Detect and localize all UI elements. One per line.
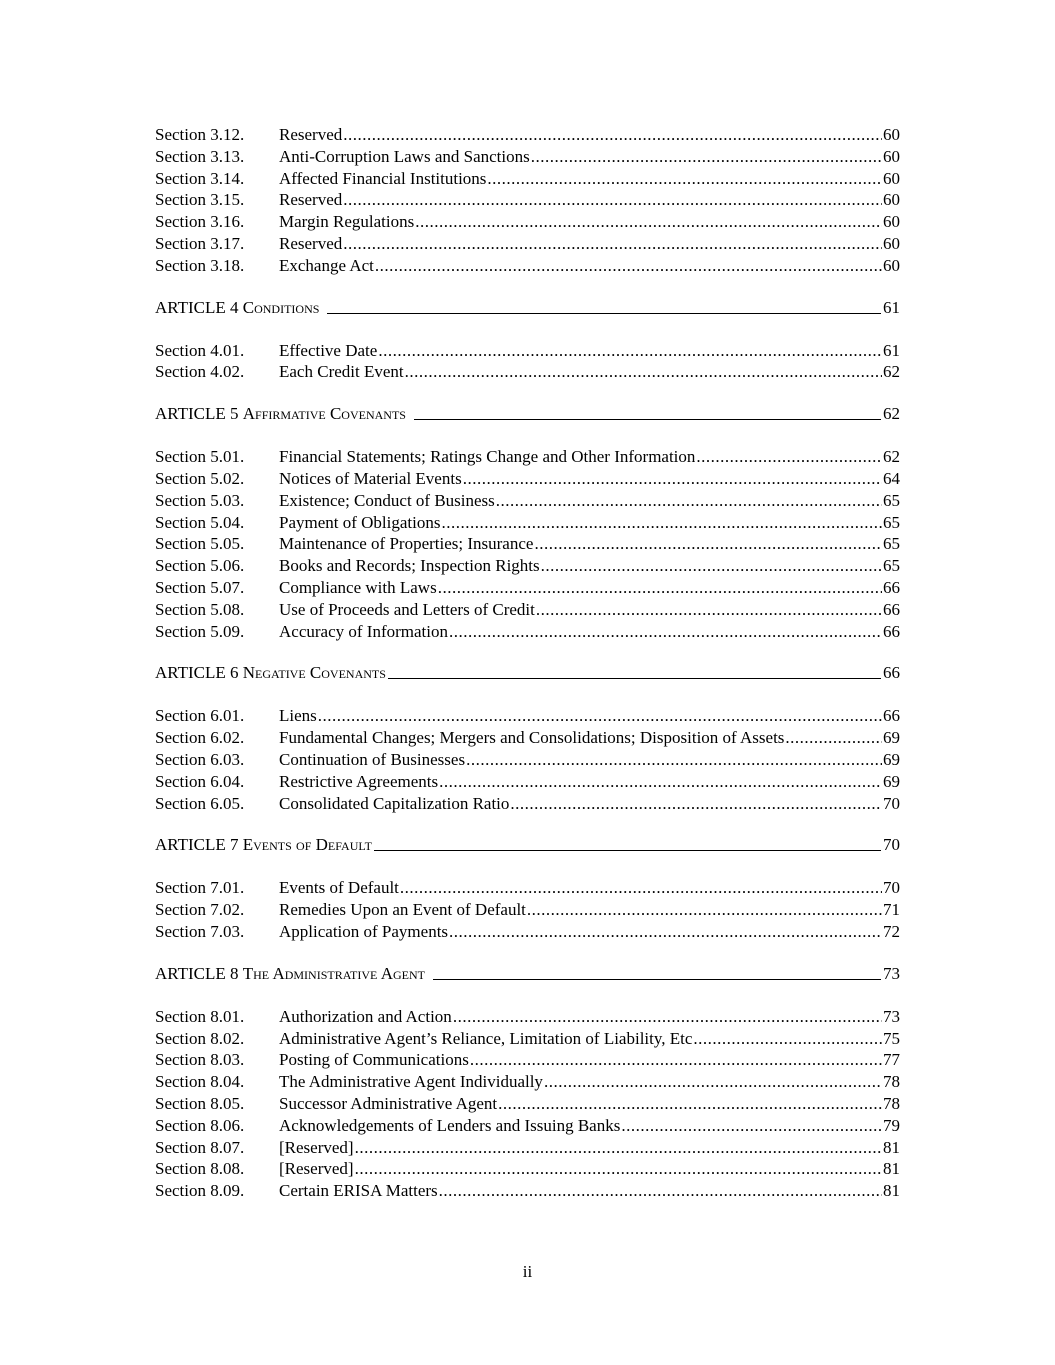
article-heading[interactable] (155, 297, 900, 319)
page-number: 61 (883, 297, 900, 317)
section-title: Use of Proceeds and Letters of Credit (279, 599, 535, 619)
page-number: 72 (883, 921, 900, 941)
page-number: 73 (883, 963, 900, 983)
toc-entry[interactable] (155, 921, 900, 943)
toc-entry[interactable] (155, 555, 900, 577)
dot-leader (510, 793, 882, 815)
dot-leader (441, 512, 882, 534)
toc-entry[interactable] (155, 577, 900, 599)
dot-leader (355, 1158, 882, 1180)
page-number: 65 (883, 556, 900, 576)
article-heading[interactable] (155, 403, 900, 425)
page-number: 62 (883, 404, 900, 424)
toc-entry[interactable] (155, 899, 900, 921)
toc-entry[interactable] (155, 1115, 900, 1137)
section-number: Section 5.08. (155, 599, 245, 619)
toc-entry[interactable] (155, 749, 900, 771)
page-number: 66 (883, 706, 900, 726)
page-number: 73 (883, 1006, 900, 1026)
section-title: Payment of Obligations (279, 512, 441, 532)
section-title: Reserved (279, 125, 343, 144)
toc-entry[interactable] (155, 512, 900, 534)
page-number: 77 (883, 1050, 900, 1070)
dot-leader (696, 446, 882, 468)
section-number: Section 3.18. (155, 255, 245, 275)
page-number: 66 (883, 663, 900, 683)
article-heading[interactable] (155, 834, 900, 856)
dot-leader (470, 1049, 882, 1071)
toc-entry[interactable] (155, 446, 900, 468)
section-number: Section 4.02. (155, 362, 245, 382)
dot-leader (693, 1028, 882, 1050)
article-title: Conditions (242, 297, 320, 317)
section-number: Section 6.01. (155, 706, 245, 726)
section-number: Section 8.07. (155, 1137, 245, 1157)
section-number: Section 6.03. (155, 749, 245, 769)
toc-entry[interactable] (155, 1093, 900, 1115)
page-number: 66 (883, 577, 900, 597)
toc-entry[interactable] (155, 233, 900, 255)
page-number: 81 (883, 1137, 900, 1157)
article-rule (327, 297, 881, 314)
dot-leader (534, 533, 882, 555)
toc-entry[interactable] (155, 727, 900, 749)
dot-leader (343, 233, 882, 255)
section-number: Section 8.09. (155, 1181, 245, 1201)
toc-entry[interactable] (155, 490, 900, 512)
section-title: Anti-Corruption Laws and Sanctions (279, 146, 530, 166)
page-number: 62 (883, 362, 900, 382)
section-title: Continuation of Businesses (279, 749, 466, 769)
toc-entry[interactable] (155, 771, 900, 793)
article-heading[interactable] (155, 963, 900, 985)
section-title: The Administrative Agent Individually (279, 1072, 543, 1092)
page-number: 65 (883, 490, 900, 510)
toc-entry[interactable] (155, 1137, 900, 1159)
toc-entry[interactable] (155, 255, 900, 277)
toc-entry[interactable] (155, 340, 900, 362)
section-number: Section 6.05. (155, 793, 245, 813)
article-label: ARTICLE 5 (155, 404, 239, 424)
page-number: 65 (883, 512, 900, 532)
section-title: Effective Date (279, 340, 378, 360)
section-number: Section 3.14. (155, 168, 245, 188)
dot-leader (487, 168, 882, 190)
section-title: Maintenance of Properties; Insurance (279, 534, 534, 554)
page-number: 60 (883, 190, 900, 210)
toc-entry[interactable] (155, 189, 900, 211)
dot-leader (453, 1006, 882, 1028)
section-title: Administrative Agent’s Reliance, Limitation of Liability, Etc (279, 1028, 693, 1048)
toc-entry[interactable] (155, 1071, 900, 1093)
section-title: Certain ERISA Matters (279, 1181, 438, 1201)
section-number: Section 5.09. (155, 621, 245, 641)
section-title: Acknowledgements of Lenders and Issuing Banks (279, 1115, 621, 1135)
section-number: Section 6.02. (155, 728, 245, 748)
section-number: Section 5.03. (155, 490, 245, 510)
toc-entry[interactable] (155, 599, 900, 621)
section-number: Section 5.04. (155, 512, 245, 532)
section-number: Section 5.07. (155, 577, 245, 597)
section-number: Section 7.02. (155, 900, 245, 920)
dot-leader (318, 705, 882, 727)
toc-entry[interactable] (155, 124, 900, 146)
article-title: Negative Covenants (242, 663, 386, 683)
section-number: Section 6.04. (155, 771, 245, 791)
table-of-contents (155, 124, 900, 1202)
section-number: Section 8.05. (155, 1093, 245, 1113)
section-title: Existence; Conduct of Business (279, 490, 495, 510)
page-number: 71 (883, 900, 900, 920)
toc-entry[interactable] (155, 705, 900, 727)
toc-entry[interactable] (155, 1158, 900, 1180)
section-title: Notices of Material Events (279, 468, 462, 488)
page-number: 70 (883, 878, 900, 898)
section-title: [Reserved] (279, 1137, 354, 1157)
section-number: Section 5.06. (155, 556, 245, 576)
dot-leader (544, 1071, 882, 1093)
section-title: Events of Default (279, 878, 399, 898)
section-title: Books and Records; Inspection Rights (279, 556, 540, 576)
section-title: Application of Payments (279, 921, 449, 941)
page-number: 78 (883, 1072, 900, 1092)
page-number: 61 (883, 340, 900, 360)
section-number: Section 8.02. (155, 1028, 245, 1048)
page-number: 62 (883, 447, 900, 467)
toc-entry[interactable] (155, 1049, 900, 1071)
dot-leader (527, 899, 882, 921)
article-label: ARTICLE 8 (155, 963, 239, 983)
section-number: Section 7.01. (155, 878, 245, 898)
page-number: 64 (883, 468, 900, 488)
section-title: [Reserved] (279, 1159, 354, 1179)
dot-leader (541, 555, 882, 577)
section-title: Accuracy of Information (279, 621, 448, 641)
section-number: Section 5.01. (155, 447, 245, 467)
dot-leader (405, 361, 882, 383)
section-title: Reserved (279, 190, 343, 210)
toc-entry[interactable] (155, 621, 900, 643)
page-number: 69 (883, 771, 900, 791)
article-title: Affirmative Covenants (242, 404, 406, 424)
page-number: 70 (883, 793, 900, 813)
section-number: Section 4.01. (155, 340, 245, 360)
dot-leader (463, 468, 882, 490)
dot-leader (785, 727, 882, 749)
dot-leader (438, 577, 882, 599)
dot-leader (355, 1137, 882, 1159)
section-title: Each Credit Event (279, 362, 404, 382)
section-number: Section 5.02. (155, 468, 245, 488)
section-number: Section 5.05. (155, 534, 245, 554)
section-number: Section 8.04. (155, 1072, 245, 1092)
dot-leader (400, 877, 882, 899)
toc-entry[interactable] (155, 468, 900, 490)
article-rule (388, 662, 881, 679)
page-number: 60 (883, 125, 900, 144)
page-number: 60 (883, 233, 900, 253)
dot-leader (531, 146, 882, 168)
page-number: 60 (883, 212, 900, 232)
page-number: 81 (883, 1159, 900, 1179)
section-title: Fundamental Changes; Mergers and Consolidations; Disposition of Assets (279, 728, 785, 748)
section-title: Liens (279, 706, 317, 726)
dot-leader (343, 189, 882, 211)
section-title: Posting of Communications (279, 1050, 469, 1070)
section-number: Section 8.01. (155, 1006, 245, 1026)
dot-leader (621, 1115, 882, 1137)
section-title: Successor Administrative Agent (279, 1093, 498, 1113)
page-number: 66 (883, 599, 900, 619)
dot-leader (343, 124, 882, 146)
section-number: Section 3.12. (155, 125, 245, 144)
page-number: 79 (883, 1115, 900, 1135)
dot-leader (439, 1180, 882, 1202)
section-title: Margin Regulations (279, 212, 415, 232)
section-title: Remedies Upon an Event of Default (279, 900, 526, 920)
section-number: Section 3.16. (155, 212, 245, 232)
dot-leader (439, 771, 882, 793)
section-title: Compliance with Laws (279, 577, 437, 597)
dot-leader (498, 1093, 882, 1115)
section-number: Section 3.15. (155, 190, 245, 210)
dot-leader (536, 599, 882, 621)
article-rule (433, 963, 881, 980)
page-number: 60 (883, 255, 900, 275)
page-number: 69 (883, 749, 900, 769)
article-rule (374, 834, 881, 851)
footer-page-number: ii (522, 1262, 533, 1281)
toc-entry[interactable] (155, 211, 900, 233)
toc-entry[interactable] (155, 1180, 900, 1202)
section-title: Reserved (279, 233, 343, 253)
page-number: 60 (883, 146, 900, 166)
section-number: Section 3.17. (155, 233, 245, 253)
article-label: ARTICLE 6 (155, 663, 239, 683)
toc-entry[interactable] (155, 168, 900, 190)
section-title: Exchange Act (279, 255, 374, 275)
toc-entry[interactable] (155, 146, 900, 168)
section-number: Section 8.03. (155, 1050, 245, 1070)
dot-leader (449, 621, 882, 643)
section-title: Consolidated Capitalization Ratio (279, 793, 510, 813)
page-number: 81 (883, 1181, 900, 1201)
page-number: 66 (883, 621, 900, 641)
page-number: 78 (883, 1093, 900, 1113)
toc-entry[interactable] (155, 793, 900, 815)
page-number: 75 (883, 1028, 900, 1048)
article-title: Events of Default (242, 835, 372, 855)
section-number: Section 3.13. (155, 146, 245, 166)
page-number: 69 (883, 728, 900, 748)
dot-leader (378, 340, 882, 362)
toc-entry[interactable] (155, 1006, 900, 1028)
toc-entry[interactable] (155, 361, 900, 383)
section-number: Section 7.03. (155, 921, 245, 941)
dot-leader (466, 749, 882, 771)
article-rule (414, 403, 881, 420)
article-label: ARTICLE 7 (155, 835, 239, 855)
article-heading[interactable] (155, 662, 900, 684)
section-number: Section 8.06. (155, 1115, 245, 1135)
toc-entry[interactable] (155, 877, 900, 899)
page-number: 65 (883, 534, 900, 554)
section-number: Section 8.08. (155, 1159, 245, 1179)
section-title: Financial Statements; Ratings Change and Other Information (279, 447, 696, 467)
toc-entry[interactable] (155, 533, 900, 555)
article-label: ARTICLE 4 (155, 297, 239, 317)
toc-entry[interactable] (155, 1028, 900, 1050)
article-title: The Administrative Agent (242, 963, 425, 983)
section-title: Affected Financial Institutions (279, 168, 487, 188)
page-number: 70 (883, 835, 900, 855)
page-number: 60 (883, 168, 900, 188)
section-title: Restrictive Agreements (279, 771, 439, 791)
dot-leader (449, 921, 882, 943)
section-title: Authorization and Action (279, 1006, 452, 1026)
dot-leader (375, 255, 882, 277)
dot-leader (496, 490, 882, 512)
dot-leader (415, 211, 882, 233)
